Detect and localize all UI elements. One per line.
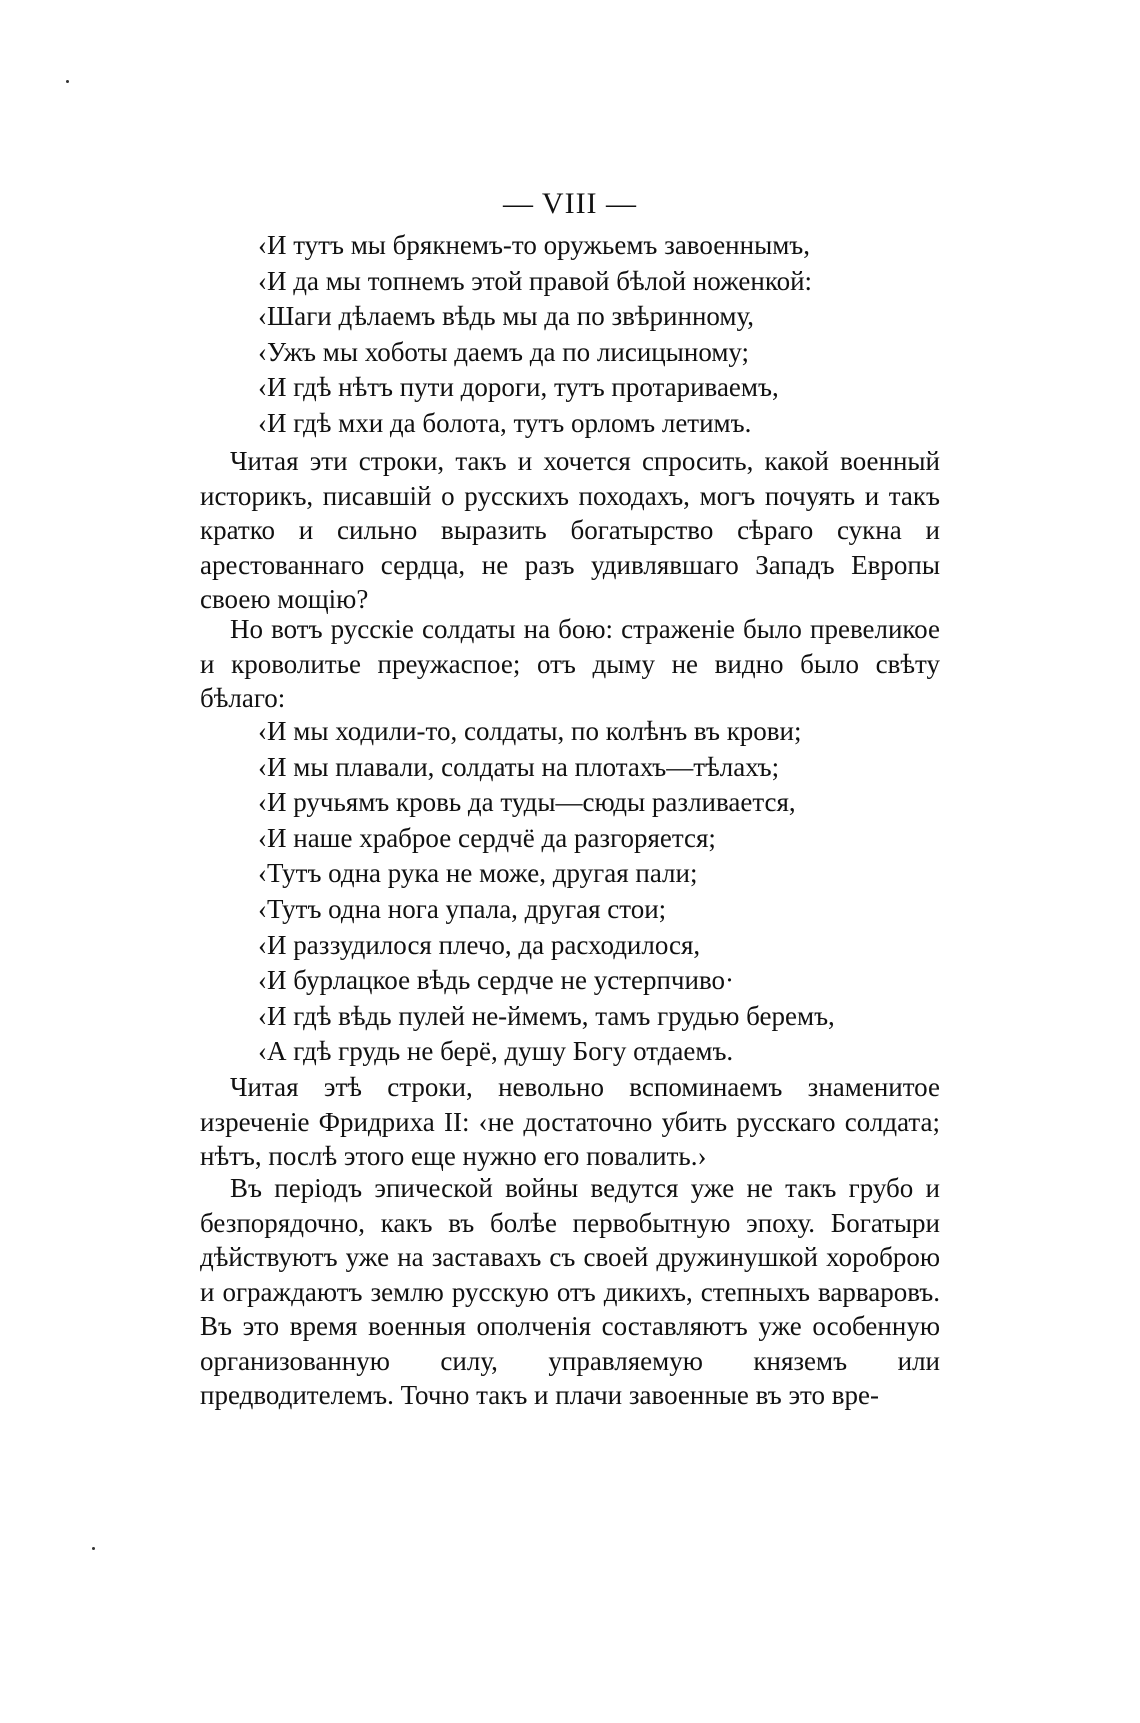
verse-line: ‹И да мы топнемъ этой правой бѣлой ноженкой: — [258, 265, 813, 296]
verse-line: ‹И тутъ мы брякнемъ-то оружьемъ завоеннымъ, — [258, 230, 811, 260]
verse-block-1 — [258, 228, 898, 442]
verse-line: ‹И гдѣ мхи да болота, тутъ орломъ летимъ. — [258, 407, 752, 438]
scan-speck — [92, 1547, 95, 1550]
scan-speck — [66, 80, 69, 83]
paragraph-text: Въ періодъ эпической войны ведутся уже не такъ грубо и безпорядочно, какъ въ болѣе первобытную эпоху. Богатыри дѣйствуютъ уже на заставахъ съ своей дружинушкой хороброю и ограждаютъ землю русскую отъ дикихъ, степныхъ варваровъ. Въ это время военныя ополченія составляютъ уже особенную организованную силу, управляемую княземъ или предводителемъ. Точно такъ и плачи завоенные въ это вре- — [200, 1173, 940, 1410]
verse-line: ‹Шаги дѣлаемъ вѣдь мы да по звѣринному, — [258, 301, 755, 332]
verse-line: ‹И наше храброе сердчё да разгоряется; — [258, 822, 716, 853]
paragraph-3 — [200, 1070, 940, 1174]
verse-line: ‹И раззудилося плечо, да расходилося, — [258, 929, 701, 960]
verse-line: ‹И мы плавали, солдаты на плотахъ—тѣлахъ; — [258, 751, 780, 782]
verse-line: ‹А гдѣ грудь не берё, душу Богу отдаемъ. — [258, 1036, 734, 1067]
verse-line: ‹Ужъ мы хоботы даемъ да по лисицыному; — [258, 336, 750, 367]
verse-line: ‹И бурлацкое вѣдь сердче не устерпчиво· — [258, 965, 734, 996]
verse-line: ‹Тутъ одна нога упала, другая стои; — [258, 893, 667, 924]
paragraph-1 — [200, 444, 940, 617]
verse-block-2 — [258, 714, 898, 1070]
paragraph-4 — [200, 1171, 940, 1413]
verse-line: ‹И гдѣ вѣдь пулей не-ймемъ, тамъ грудью беремъ, — [258, 1000, 835, 1031]
paragraph-text: Но вотъ русскіе солдаты на бою: страженіе было превеликое и кроволитье преужаспое; отъ дыму не видно было свѣту бѣлаго: — [200, 614, 940, 713]
verse-line: ‹Тутъ одна рука не може, другая пали; — [258, 858, 698, 889]
verse-line: ‹И ручьямъ кровь да туды—сюды разливается, — [258, 787, 796, 818]
page-number: — VIII — — [502, 187, 638, 220]
paragraph-text: Читая эти строки, такъ и хочется спросить, какой военный историкъ, писавшій о русскихъ походахъ, могъ почуять и такъ кратко и сильно выразить богатырство сѣраго сукна и арестованнаго сердца, не разъ удивлявшаго Западъ Европы своею мощію? — [200, 446, 940, 614]
verse-line: ‹И мы ходили-то, солдаты, по колѣнъ въ крови; — [258, 716, 802, 746]
paragraph-text: Читая этѣ строки, невольно вспоминаемъ знаменитое изреченіе Фридриха II: ‹не достаточно убить русскаго солдата; нѣтъ, послѣ этого еще нужно его повалить.› — [200, 1072, 940, 1171]
verse-line: ‹И гдѣ нѣтъ пути дороги, тутъ протариваемъ, — [258, 372, 779, 403]
paragraph-2 — [200, 612, 940, 716]
